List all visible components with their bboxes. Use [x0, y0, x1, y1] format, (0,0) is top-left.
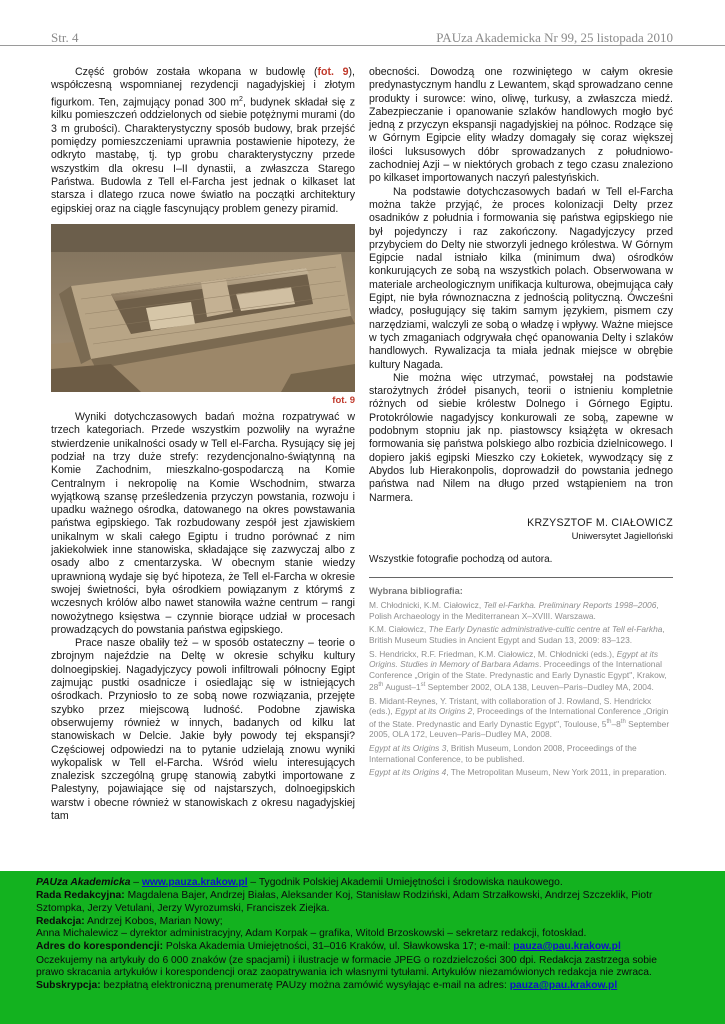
paragraph: Prace nasze obaliły też – w sposób ostateczny – teorie o zbrojnym najeździe na Deltę w okresie schyłku kultury dolnoegipskiej. Nagadyjczycy powoli infiltrowali północny Egipt zajmując pustki osadnicze i osiedlając się w istniejących ośrodkach. Przyniosło to ze sobą nowe rozwiązania, przejęte szybko przez miejscową ludność. Podobne zjawiska obserwujemy również w innych, badanych od kilku lat stanowiskach w Delcie. Jakie były powody tej ekspansji? Częściowej odpowiedzi na to pytanie udzielają znowu wyniki wykopalisk w Tell el-Farcha. Wśród wielu interesujących znalezisk szczególną grupę stanowią zabytki importowane z Palestyny, pojawiające się od najstarszych, dolnoegipskich warstw i obecne również w stanowiskach z okresu nagadyjskiej tam	[51, 637, 355, 822]
left-column	[51, 66, 355, 823]
email-link[interactable]: pauza@pau.krakow.pl	[513, 941, 621, 953]
paragraph: Część grobów została wkopana w budowlę (fot. 9), współczesną wspomnianej rezydencji nagadyjskiej i złotym figurkom. Ten, zajmujący ponad 300 $m^2$, budynek składał się z kilku pomieszczeń oddzielonych od siebie potężnymi murami (do 3 m grubości). Charakterystyczny sposób budowy, brak przejść pomiędzy pomieszczeniami uprawnia postawienie hipotezy, że odkryto mastabę, tj. typ grobu charakterystyczny przede wszystkim dla okresu I–II dynastii, a zwłaszcza Starego Państwa. Budowla z Tell el-Farcha jest jednak o kilkaset lat starsza i dlatego rzuca nowe światło na początki architektury egipskiej oraz na ciągle fascynujący problem genezy piramid.	[51, 66, 356, 215]
bibliography-entry: S. Hendrickx, R.F. Friedman, K.M. Ciałowicz, M. Chłodnicki (eds.), Egypt at its Origins. Studies in Memory of Barbara Adams. Proceedings of the International Conference „Origin of the State. Predynastic and Early Dynastic Egypt", Krakow, 28th August–1st September 2002, OLA 138, Leuven–Paris–Dudley MA, 2004.	[369, 648, 667, 693]
author-signature	[369, 517, 673, 544]
paragraph: Na podstawie dotychczasowych badań w Tell el-Farcha można także przyjąć, że proces kolonizacji Delty przez osadników z południa i formowania się państwa egipskiego nie był pojedynczy i raz zakończony. Nagadyjczycy przed przybyciem do Delty nie stworzyli jednego królestwa. W Górnym Egipcie nadal istniało kilka (minimum dwa) ośrodków konkurujących ze sobą na wszystkich polach. Obserwowana w materiale archeologicznym unifikacja kulturowa, obejmująca cały Egipt, nie była równoznaczna z jednością polityczną. Ówcześni władcy, posługujący się takim samym językiem, pismem czy narzędziami, walczyli ze sobą o władzę i wpływy. Ważne miejsce w tych zmaganiach odgrywała chęć opanowania Delty i szlaków handlowych. Rywalizacja ta miała jednak miejsce w obrębie kultury Nagada.	[369, 185, 673, 371]
masthead-line: PAUza Akademicka – www.pauza.krakow.pl – Tygodnik Polskiej Akademii Umiejętności i środowiska naukowego.	[36, 877, 563, 888]
bibliography-entry: B. Midant-Reynes, Y. Tristant, with collaboration of J. Rowland, S. Hendrickx (eds.), Egypt at its Origins 2, Proceedings of the International Conference „Origin of the State. Predynastic and Early Dynastic Egypt", Toulouse, 5th–8th September 2005, OLA 172, Leuven–Paris–Dudley MA, 2008.	[369, 695, 670, 740]
website-link[interactable]: www.pauza.krakow.pl	[141, 877, 248, 888]
mastaba-excavation-image	[51, 224, 355, 392]
author-name: KRZYSZTOF M. CIAŁOWICZ	[527, 516, 673, 529]
photo-reference[interactable]: fot. 9	[317, 66, 349, 78]
masthead-footer	[0, 871, 725, 1024]
excavation-photo	[51, 224, 355, 392]
editorial-staff: Redakcja: Andrzej Kobos, Marian Nowy; Anna Michalewicz – dyrektor administracyjny, Adam Korpak – grafika, Witold Brzoskowski – sekretarz redakcji, fotoskład.	[36, 915, 587, 940]
photo-credit: Wszystkie fotografie pochodzą od autora.	[369, 554, 553, 566]
brand-name: PAUza Akademicka	[36, 877, 131, 888]
bibliography-entry: Egypt at its Origins 4, The Metropolitan Museum, New York 2011, in preparation.	[369, 767, 667, 778]
paragraph: Wyniki dotychczasowych badań można rozpatrywać w trzech kategoriach. Przede wszystkim pozwoliły na wyraźne stwierdzenie unikalności osady w Tell el-Farcha. Rysujący się jej podział na trzy duże strefy: rezydencjonalno-świątynną na Komie Zachodnim, mieszkalno-gospodarczą na Komie Centralnym i nekropolię na Komie Wschodnim, stwarza wyjątkową szansę prześledzenia przyczyn powstania, rozwoju i upadku ważnego ośrodka, datowanego na okres powstawania państwa egipskiego. Tak rozbudowany zespół jest zjawiskiem unikalnym w skali całego Egiptu i trudno porównać z nim jakiekolwiek inne stanowiska, składające się zazwyczaj albo z osady albo z cmentarzyska. W obecnym stanie wiedzy uprawnioną wydaje się być hipoteza, że Tell el-Farcha w okresie swojej świetności, była ośrodkiem powiązanym z którymś z wczesnych królów albo nawet stanowiła ważne centrum – rangi nowożytnego księstwa – czynnie biorące udział w procesach prowadzących do powstania państwa egipskiego.	[51, 411, 355, 636]
paragraph: obecności. Dowodzą one rozwiniętego w całym okresie predynastycznym handlu z Lewantem, skąd sprowadzano cenne produkty i surowce: wino, oliwę, turkusy, a zwłaszcza miedź. Zabezpieczanie i opanowanie szlaków handlowych mogło być jedną z przyczyn ekspansji nagadyjskiej na północ. Rodzące się w Górnym Egipcie elity władzy domagały się coraz większej ilości luksusowych dóbr sprowadzanych z południowo-zachodniej Azji – w niektórych grobach z tego czasu znaleziono po kilkaset importowanych naczyń palestyńskich.	[369, 66, 673, 185]
divider	[369, 577, 673, 578]
bibliography	[369, 586, 673, 778]
right-column	[369, 66, 673, 781]
subscription-info: Subskrypcja: bezpłatną elektroniczną prenumeratę PAUzy można zamówić wysyłając e-mail na adres: pauza@pau.krakow.pl	[36, 980, 618, 992]
editorial-board: Rada Redakcyjna: Magdalena Bajer, Andrzej Białas, Aleksander Koj, Stanisław Rodziński, Adam Strzałkowski, Andrzej Szczeklik, Piotr Sztompka, Jerzy Vetulani, Jerzy Wyrozumski, Franciszek Ziejka.	[36, 890, 653, 914]
issue-info: PAUza Akademicka Nr 99, 25 listopada 2010	[436, 30, 673, 45]
bibliography-entry: M. Chłodnicki, K.M. Ciałowicz, Tell el-Farkha. Preliminary Reports 1998–2006, Polish Archaeology in the Mediterranean X–XVIII. Warszawa.	[369, 600, 659, 621]
submission-policy: Oczekujemy na artykuły do 6 000 znaków (ze spacjami) i ilustracje w formacie JPEG o rozdzielczości 300 dpi. Redakcja zastrzega sobie prawo skracania artykułów i korespondencji oraz zaopatrywania ich własnymi tytułami. Artykułów niezamówionych redakcja nie zwraca.	[36, 954, 657, 979]
page-number: Str. 4	[51, 30, 79, 45]
subscription-email-link[interactable]: pauza@pau.krakow.pl	[509, 980, 618, 992]
author-affiliation: Uniwersytet Jagielloński	[571, 531, 673, 543]
page-header	[0, 0, 725, 46]
photo-caption: fot. 9	[332, 394, 355, 406]
correspondence-address: Adres do korespondencji: Polska Akademia Umiejętności, 31–016 Kraków, ul. Sławkowska 17; e-mail: pauza@pau.krakow.pl	[36, 941, 621, 953]
paragraph: Nie można więc utrzymać, powstałej na podstawie starożytnych źródeł pisanych, teorii o istnieniu kompletnie różnych od siebie królestw Dolnego i Górnego Egiptu. Protokrólowie nagadyjscy konkurowali ze sobą, zapewne w podobnym stopniu jak np. piastowscy książęta w okresach formowania się państwa polskiego albo rozbicia dzielnicowego. I dopiero jakiś egipski Mieszko czy Łokietek, wywodzący się z Abydos lub Hierakonpolis, doprowadził do powstania jednego państwa nad Nilem na długo przed wstąpieniem na tron Narmera.	[369, 371, 673, 504]
bibliography-entry: K.M. Ciałowicz, The Early Dynastic administrative-cultic centre at Tell el-Farkha, British Museum Studies in Ancient Egypt and Sudan 13, 2009: 83–123.	[369, 624, 665, 646]
bibliography-heading: Wybrana bibliografia:	[369, 585, 463, 596]
bibliography-entry: Egypt at its Origins 3, British Museum, London 2008, Proceedings of the International Conference, to be published.	[369, 743, 637, 764]
